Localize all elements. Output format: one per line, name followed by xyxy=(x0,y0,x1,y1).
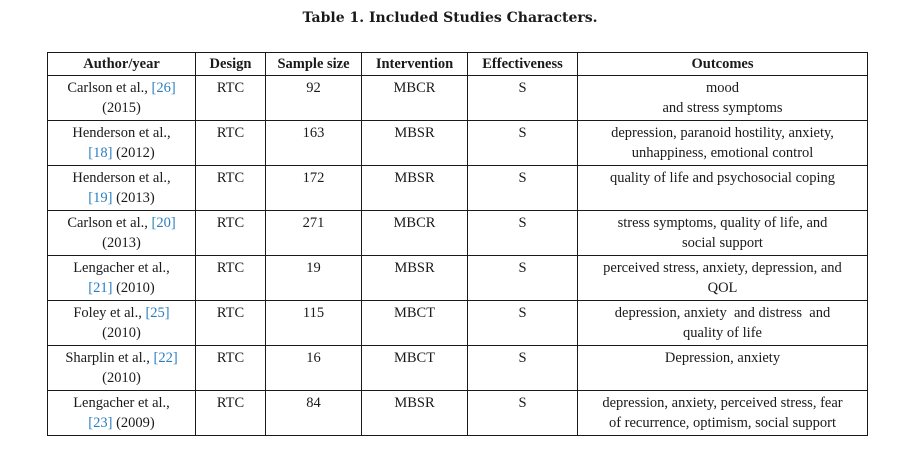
outcome-line-1: mood xyxy=(705,80,740,96)
cell-outcomes xyxy=(578,166,868,211)
author-line-1 xyxy=(51,168,192,188)
cell-author-year xyxy=(48,76,196,121)
cell-intervention: MBCT xyxy=(362,346,468,391)
author-line-2 xyxy=(51,233,192,253)
author-name: Lengacher et al., xyxy=(73,260,170,276)
cell-sample-size: 271 xyxy=(266,211,362,256)
column-header-sample-size: Sample size xyxy=(266,53,362,76)
author-line-1 xyxy=(51,78,192,98)
author-line-1 xyxy=(51,393,192,413)
author-name: Carlson et al., xyxy=(67,80,152,96)
cell-sample-size: 172 xyxy=(266,166,362,211)
author-name: Sharplin et al., xyxy=(65,350,154,366)
outcome-line-1: quality of life and psychosocial coping xyxy=(609,170,836,186)
outcome-line-1: stress symptoms, quality of life, and xyxy=(617,215,828,231)
cell-design: RTC xyxy=(196,166,266,211)
cell-intervention: MBSR xyxy=(362,121,468,166)
cell-author-year xyxy=(48,166,196,211)
publication-year: (2015) xyxy=(102,100,141,116)
table-row xyxy=(48,211,868,256)
table-row xyxy=(48,166,868,211)
cell-author-year xyxy=(48,346,196,391)
outcome-line-1: depression, anxiety and distress and xyxy=(614,305,831,321)
cell-author-year xyxy=(48,121,196,166)
cell-intervention: MBSR xyxy=(362,391,468,436)
column-header-author-year: Author/year xyxy=(48,53,196,76)
cell-sample-size: 92 xyxy=(266,76,362,121)
table-row xyxy=(48,301,868,346)
outcome-line-2: QOL xyxy=(707,280,738,296)
cell-outcomes xyxy=(578,211,868,256)
author-line-2 xyxy=(51,413,192,433)
citation-link[interactable]: [22] xyxy=(153,350,178,366)
outcome-line-2: of recurrence, optimism, social support xyxy=(608,415,837,431)
column-header-effectiveness: Effectiveness xyxy=(468,53,578,76)
cell-intervention: MBCR xyxy=(362,211,468,256)
column-header-design: Design xyxy=(196,53,266,76)
cell-effectiveness: S xyxy=(468,211,578,256)
table-row xyxy=(48,76,868,121)
author-line-2 xyxy=(51,98,192,118)
outcome-line-2: and stress symptoms xyxy=(662,100,783,116)
table-caption: Table 1. Included Studies Characters. xyxy=(302,10,598,26)
table-row xyxy=(48,121,868,166)
outcome-line-2: quality of life xyxy=(683,325,762,341)
author-line-1 xyxy=(51,258,192,278)
cell-effectiveness: S xyxy=(468,391,578,436)
citation-link[interactable]: [23] xyxy=(88,415,113,431)
table-row xyxy=(48,346,868,391)
cell-design: RTC xyxy=(196,301,266,346)
cell-intervention: MBSR xyxy=(362,166,468,211)
outcome-line-2: social support xyxy=(682,235,763,251)
outcome-line-1: depression, paranoid hostility, anxiety, xyxy=(611,125,834,141)
publication-year: (2010) xyxy=(102,370,141,386)
cell-outcomes xyxy=(578,391,868,436)
cell-sample-size: 84 xyxy=(266,391,362,436)
outcome-line-1: perceived stress, anxiety, depression, and xyxy=(603,260,842,276)
table-body xyxy=(48,76,868,436)
cell-outcomes xyxy=(578,301,868,346)
publication-year: (2013) xyxy=(102,235,141,251)
publication-year: (2009) xyxy=(112,415,155,431)
cell-author-year xyxy=(48,391,196,436)
outcome-line-2: unhappiness, emotional control xyxy=(631,145,814,161)
publication-year: (2013) xyxy=(112,190,155,206)
outcome-line-1: Depression, anxiety xyxy=(664,350,781,366)
publication-year: (2010) xyxy=(112,280,155,296)
cell-outcomes xyxy=(578,256,868,301)
cell-outcomes xyxy=(578,76,868,121)
author-name: Lengacher et al., xyxy=(73,395,170,411)
author-line-2 xyxy=(51,323,192,343)
cell-effectiveness: S xyxy=(468,301,578,346)
cell-intervention: MBCT xyxy=(362,301,468,346)
cell-effectiveness: S xyxy=(468,76,578,121)
author-line-1 xyxy=(51,303,192,323)
author-line-1 xyxy=(51,213,192,233)
citation-link[interactable]: [20] xyxy=(151,215,176,231)
cell-outcomes xyxy=(578,121,868,166)
cell-design: RTC xyxy=(196,346,266,391)
cell-author-year xyxy=(48,211,196,256)
publication-year: (2012) xyxy=(112,145,155,161)
cell-sample-size: 115 xyxy=(266,301,362,346)
author-line-1 xyxy=(51,348,192,368)
author-line-2 xyxy=(51,188,192,208)
citation-link[interactable]: [26] xyxy=(151,80,176,96)
cell-author-year xyxy=(48,301,196,346)
publication-year: (2010) xyxy=(102,325,141,341)
cell-design: RTC xyxy=(196,391,266,436)
author-line-2 xyxy=(51,368,192,388)
cell-effectiveness: S xyxy=(468,256,578,301)
citation-link[interactable]: [19] xyxy=(88,190,113,206)
cell-design: RTC xyxy=(196,256,266,301)
cell-effectiveness: S xyxy=(468,121,578,166)
author-line-2 xyxy=(51,278,192,298)
column-header-outcomes: Outcomes xyxy=(578,53,868,76)
cell-sample-size: 163 xyxy=(266,121,362,166)
cell-design: RTC xyxy=(196,76,266,121)
cell-intervention: MBSR xyxy=(362,256,468,301)
outcome-line-1: depression, anxiety, perceived stress, fear xyxy=(602,395,843,411)
cell-intervention: MBCR xyxy=(362,76,468,121)
author-name: Carlson et al., xyxy=(67,215,152,231)
studies-table xyxy=(47,52,868,436)
cell-author-year xyxy=(48,256,196,301)
cell-effectiveness: S xyxy=(468,166,578,211)
cell-sample-size: 16 xyxy=(266,346,362,391)
table-row xyxy=(48,256,868,301)
cell-design: RTC xyxy=(196,211,266,256)
cell-outcomes xyxy=(578,346,868,391)
author-name: Henderson et al., xyxy=(72,170,171,186)
cell-effectiveness: S xyxy=(468,346,578,391)
citation-link[interactable]: [25] xyxy=(145,305,170,321)
citation-link[interactable]: [18] xyxy=(88,145,113,161)
author-name: Henderson et al., xyxy=(72,125,171,141)
table-row xyxy=(48,391,868,436)
column-header-intervention: Intervention xyxy=(362,53,468,76)
citation-link[interactable]: [21] xyxy=(88,280,113,296)
author-line-2 xyxy=(51,143,192,163)
author-line-1 xyxy=(51,123,192,143)
author-name: Foley et al., xyxy=(73,305,146,321)
table-header-row xyxy=(48,53,868,76)
cell-sample-size: 19 xyxy=(266,256,362,301)
cell-design: RTC xyxy=(196,121,266,166)
